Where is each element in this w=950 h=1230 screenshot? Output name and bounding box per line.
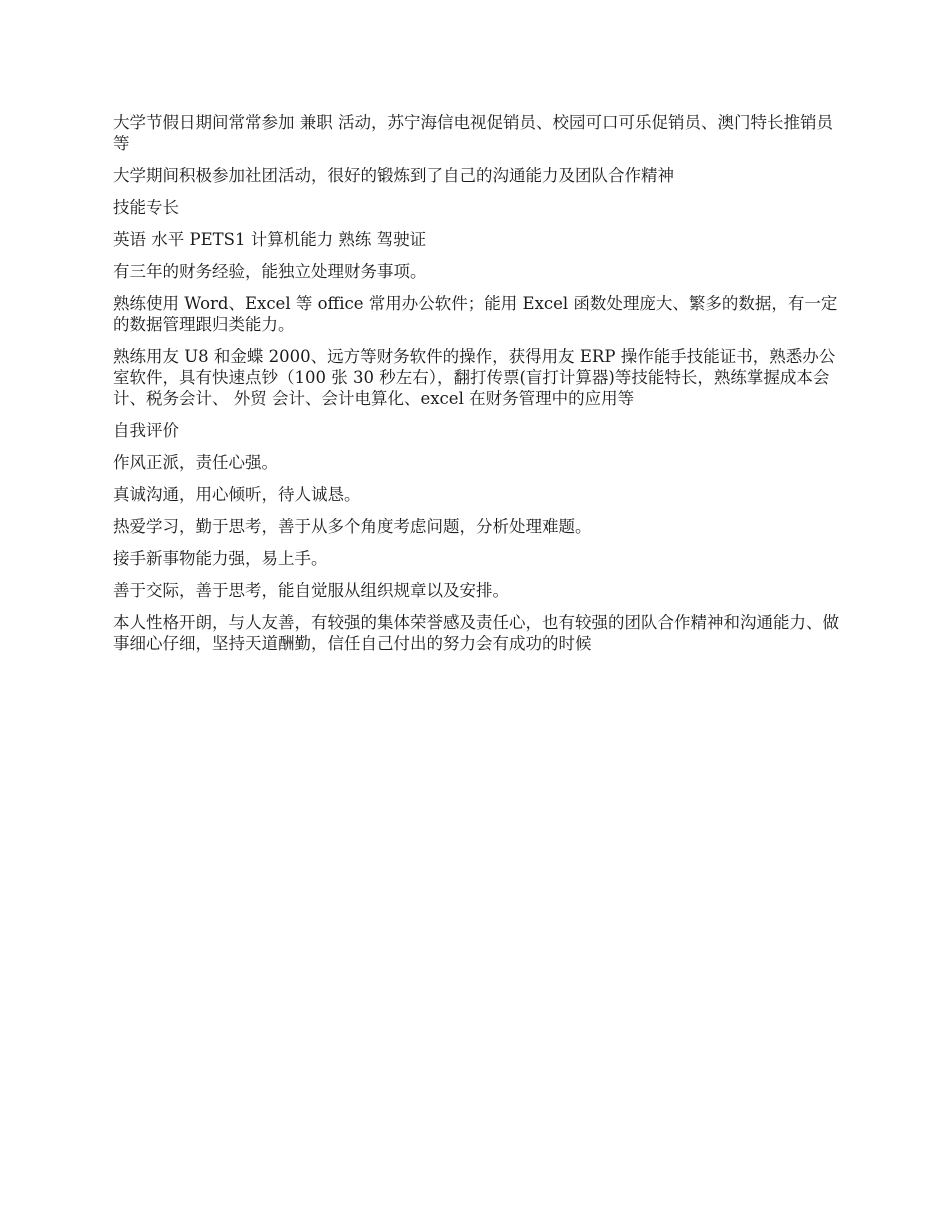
paragraph-certificates: 英语 水平 PETS1 计算机能力 熟练 驾驶证 (113, 230, 427, 249)
section-heading-skills: 技能专长 (113, 198, 179, 217)
paragraph-evaluation-adaptability: 接手新事物能力强，易上手。 (113, 549, 328, 568)
document-page (113, 112, 841, 665)
paragraph-finance-software: 熟练用友 U8 和金蝶 2000、远方等财务软件的操作，获得用友 ERP 操作能手技能证书，熟悉办公室软件，具有快速点钞（100 张 30 秒左右），翻打传票(盲打计算器)等技能特长，熟练掌握成本会计、税务会计、 外贸 会计、会计电算化、excel 在财务管理中的应用等 (113, 347, 836, 408)
paragraph-evaluation-learning: 热爱学习，勤于思考，善于从多个角度考虑问题，分析处理难题。 (113, 517, 592, 536)
paragraph-evaluation-personality: 本人性格开朗，与人友善，有较强的集体荣誉感及责任心，也有较强的团队合作精神和沟通能力、做事细心仔细，坚持天道酬勤，信任自己付出的努力会有成功的时候 (113, 613, 839, 653)
paragraph-evaluation-communication: 真诚沟通，用心倾听，待人诚恳。 (113, 485, 361, 504)
paragraph-office-software: 熟练使用 Word、Excel 等 office 常用办公软件；能用 Excel 函数处理庞大、繁多的数据，有一定的数据管理跟归类能力。 (113, 294, 838, 334)
paragraph-part-time-experience: 大学节假日期间常常参加 兼职 活动，苏宁海信电视促销员、校园可口可乐促销员、澳门特长推销员等 (113, 113, 833, 153)
paragraph-finance-experience: 有三年的财务经验，能独立处理财务事项。 (113, 262, 427, 281)
section-heading-self-evaluation: 自我评价 (113, 421, 179, 440)
paragraph-evaluation-integrity: 作风正派，责任心强。 (113, 453, 278, 472)
paragraph-club-activities: 大学期间积极参加社团活动，很好的锻炼到了自己的沟通能力及团队合作精神 (113, 166, 674, 185)
paragraph-evaluation-social: 善于交际，善于思考，能自觉服从组织规章以及安排。 (113, 581, 509, 600)
